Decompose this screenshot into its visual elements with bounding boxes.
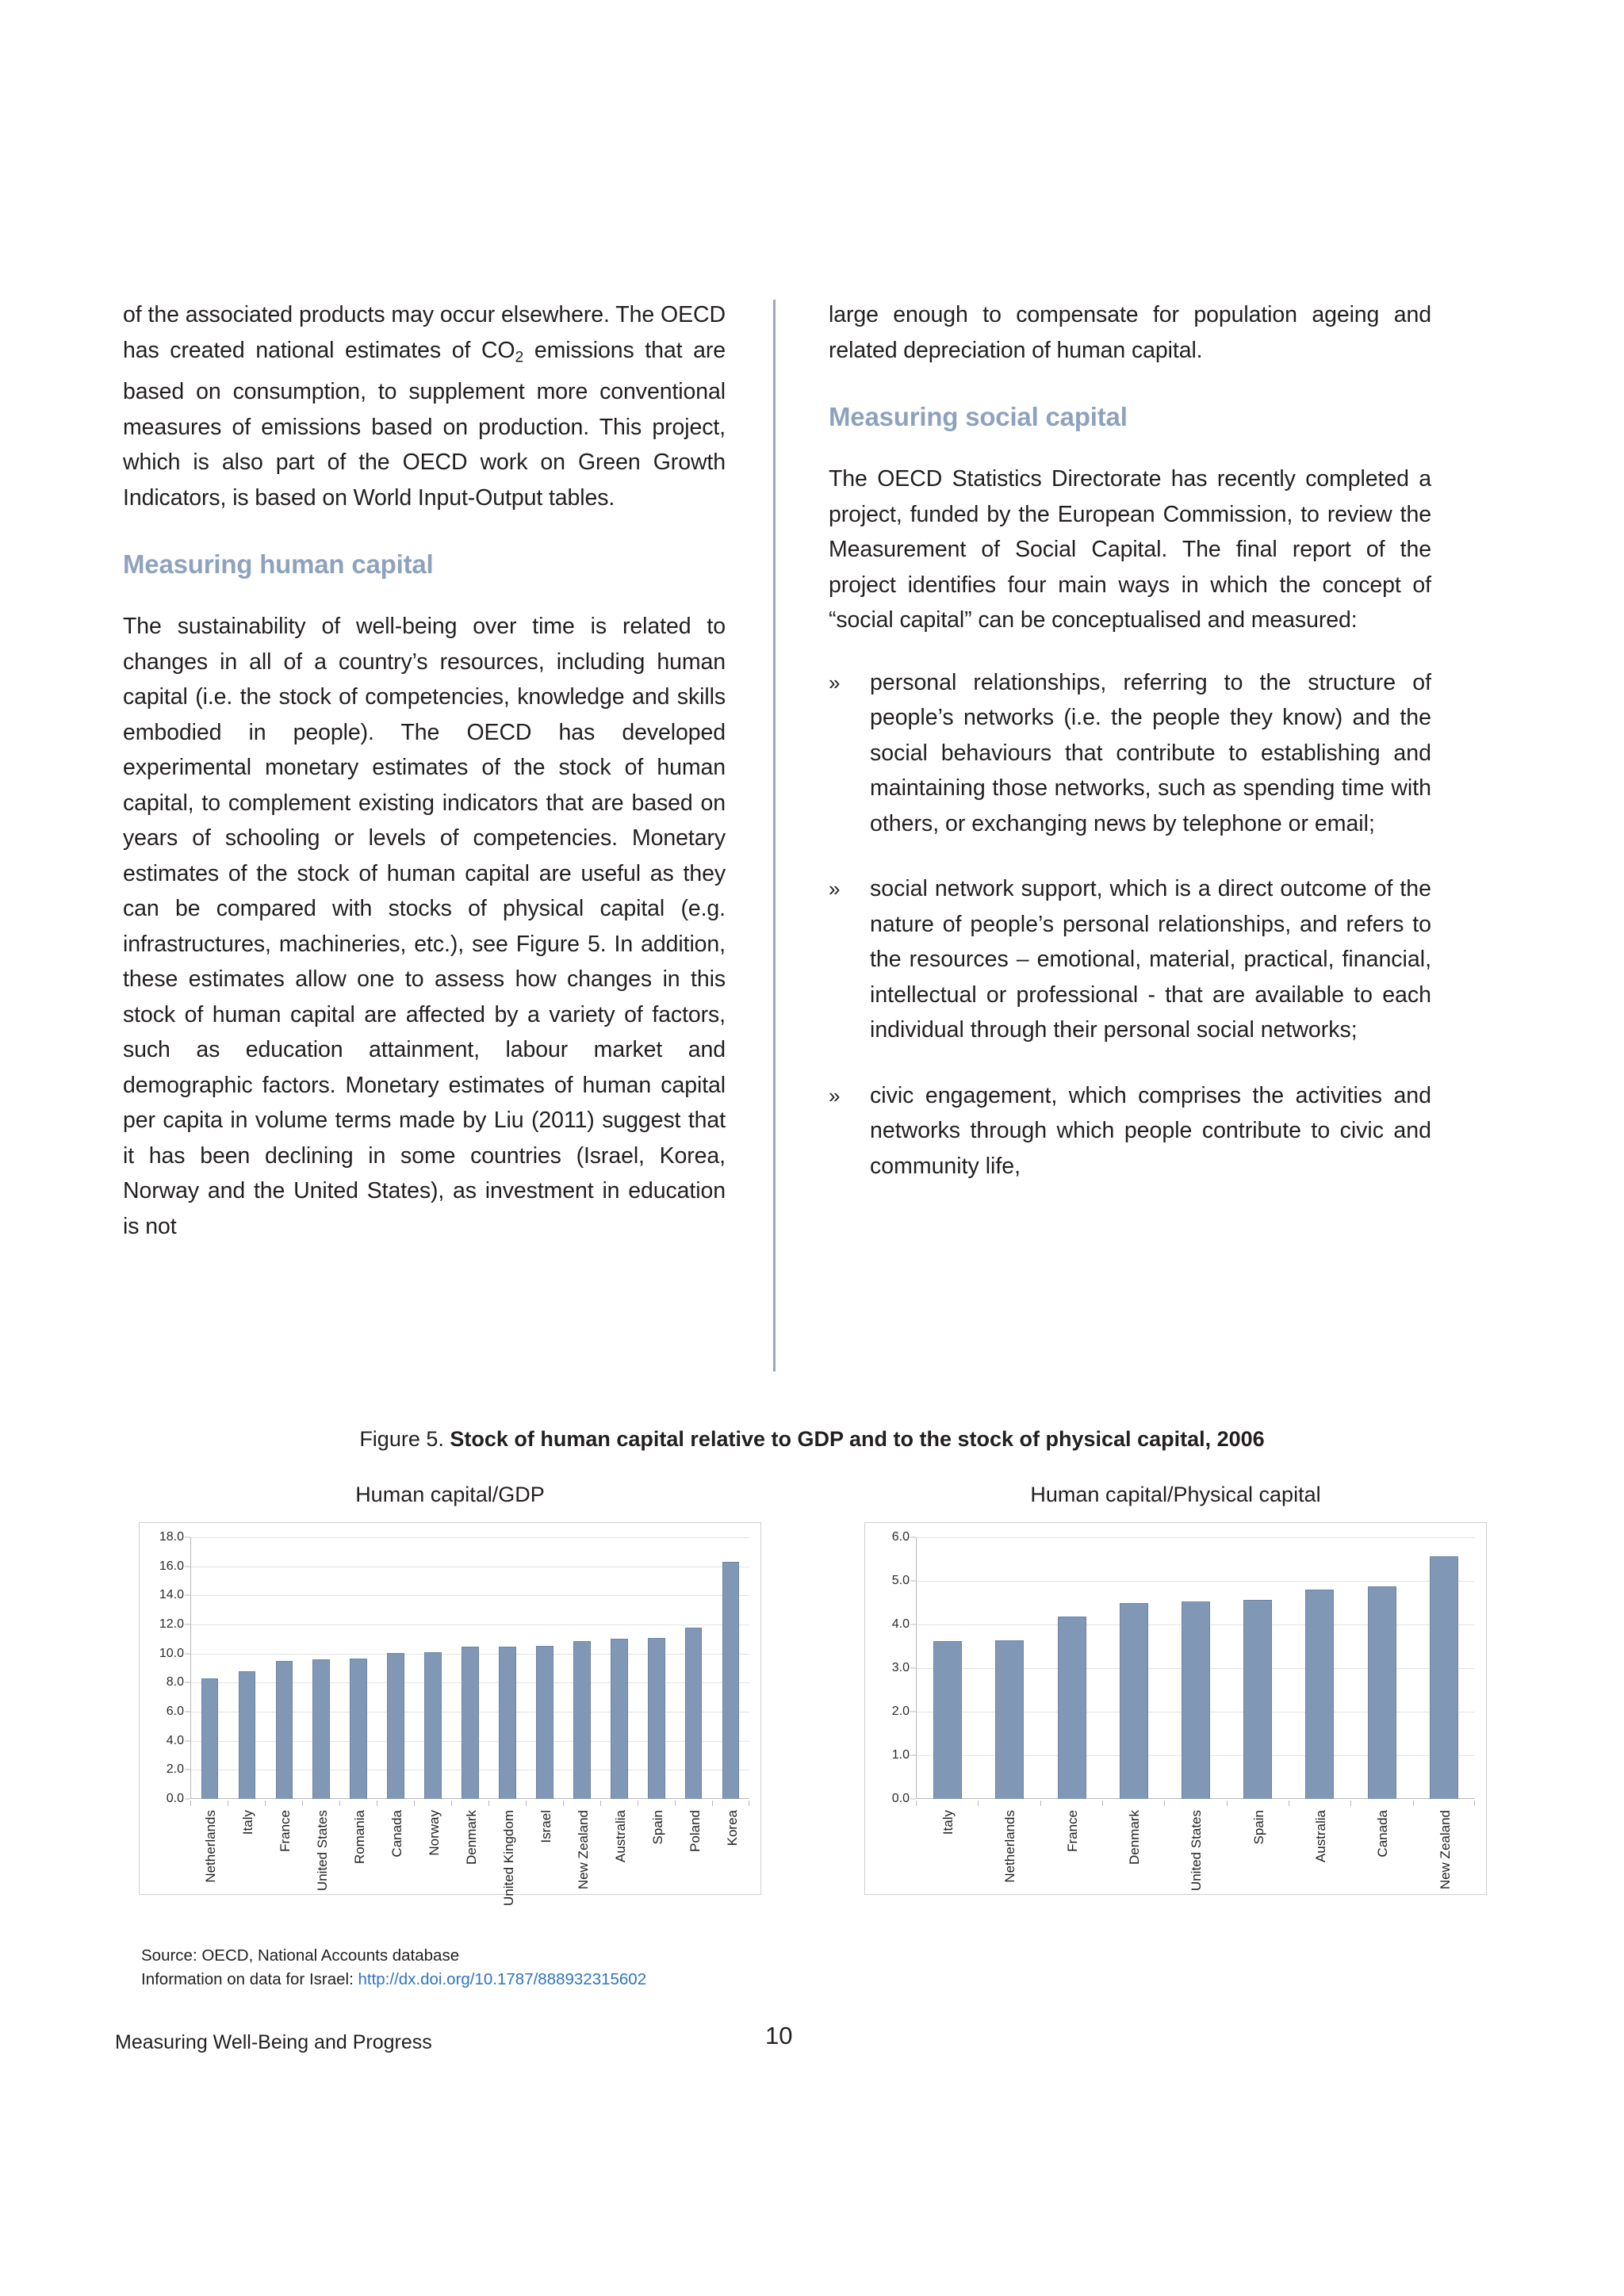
y-axis-tick-mark — [910, 1624, 916, 1625]
plot-area — [190, 1537, 749, 1799]
y-axis-tick-label: 3.0 — [891, 1661, 910, 1674]
y-axis-tick-label: 16.0 — [159, 1559, 184, 1573]
bar-series — [191, 1537, 749, 1799]
bar — [648, 1638, 665, 1799]
bar-slot — [340, 1537, 377, 1799]
bar — [1368, 1586, 1396, 1799]
bar — [1305, 1590, 1334, 1799]
x-label-slot — [190, 1800, 228, 1894]
x-axis-tick-label: Norway — [426, 1810, 442, 1856]
x-axis-tick-label: United States — [1189, 1810, 1205, 1892]
bar-slot — [1103, 1537, 1165, 1799]
y-axis-tick-label: 5.0 — [891, 1574, 910, 1587]
x-label-slot — [1040, 1800, 1102, 1894]
bar — [499, 1647, 516, 1800]
figure-title: Stock of human capital relative to GDP and to the stock of physical capital, 2006 — [450, 1427, 1265, 1451]
x-axis-tick-mark — [1164, 1800, 1165, 1806]
y-axis-tick-label: 4.0 — [891, 1617, 910, 1631]
x-label-slot — [451, 1800, 488, 1894]
bar — [424, 1652, 442, 1799]
x-axis-tick-mark — [1102, 1800, 1103, 1806]
body-columns — [123, 297, 1471, 1244]
x-axis-tick-mark — [712, 1800, 713, 1806]
israel-info-label: Information on data for Israel: — [141, 1970, 358, 1988]
x-axis-tick-mark — [916, 1800, 917, 1806]
x-label-slot — [1289, 1800, 1350, 1894]
bar-slot — [228, 1537, 266, 1799]
x-axis-tick-label: France — [277, 1810, 293, 1852]
bar — [239, 1671, 256, 1799]
bar-slot — [191, 1537, 228, 1799]
bar-slot — [979, 1537, 1040, 1799]
heading-measuring-human-capital: Measuring human capital — [123, 549, 434, 580]
x-label-slot — [265, 1800, 302, 1894]
y-axis-tick-mark — [910, 1668, 916, 1669]
right-column — [829, 297, 1431, 1244]
x-label-slot — [488, 1800, 526, 1906]
y-axis-tick-mark — [910, 1799, 916, 1800]
bar — [312, 1659, 330, 1799]
x-label-slot — [414, 1800, 451, 1894]
x-label-slot — [675, 1800, 712, 1894]
bar-slot — [600, 1537, 638, 1799]
y-axis-tick-label: 14.0 — [159, 1588, 184, 1602]
bar-slot — [266, 1537, 303, 1799]
bullet-marker-icon: » — [829, 1083, 841, 1108]
paragraph-social-capital: The OECD Statistics Directorate has recently completed a project, funded by the European Commission, to review the Measurement of Social Capital. The final report of the project identifies four main ways in which the concept of “social capital” can be conceptualised and measured: — [829, 466, 1431, 633]
chart-frame — [864, 1522, 1487, 1895]
x-axis-tick-mark — [451, 1800, 452, 1806]
x-label-slot — [563, 1800, 600, 1894]
x-axis-tick-label: New Zealand — [1437, 1810, 1453, 1890]
bar — [722, 1562, 740, 1799]
y-axis-tick-label: 1.0 — [891, 1748, 910, 1762]
x-axis-tick-label: Italy — [940, 1810, 956, 1835]
x-label-slot — [978, 1800, 1040, 1894]
footer-document-title: Measuring Well-Being and Progress — [115, 2031, 432, 2053]
x-label-slot — [1413, 1800, 1475, 1894]
x-axis-tick-label: Netherlands — [1002, 1810, 1018, 1883]
bar — [462, 1647, 479, 1799]
x-axis-tick-label: Italy — [239, 1810, 255, 1835]
list-item — [829, 665, 1431, 842]
x-axis-tick-mark — [600, 1800, 601, 1806]
x-axis-tick-label: Poland — [687, 1810, 703, 1852]
bar-slot — [452, 1537, 489, 1799]
y-axis-tick-mark — [185, 1595, 190, 1596]
x-axis-tick-mark — [488, 1800, 489, 1806]
x-axis-tick-mark — [302, 1800, 303, 1806]
bar — [201, 1678, 219, 1799]
chart-human-capital-gdp — [139, 1483, 761, 1906]
x-label-slot — [377, 1800, 414, 1894]
y-axis-tick-label: 0.0 — [891, 1792, 910, 1805]
y-axis-tick-mark — [185, 1682, 190, 1683]
left-column — [123, 297, 726, 1244]
x-axis-tick-mark — [526, 1800, 527, 1806]
bar-slot — [489, 1537, 527, 1799]
x-axis-tick-mark — [265, 1800, 266, 1806]
y-axis-tick-mark — [185, 1653, 190, 1654]
y-axis-tick-label: 0.0 — [166, 1792, 184, 1805]
x-axis-tick-mark — [675, 1800, 676, 1806]
x-label-slot — [600, 1800, 638, 1894]
y-axis-tick-mark — [185, 1799, 190, 1800]
x-axis-tick-label: Spain — [649, 1810, 665, 1845]
y-axis-tick-mark — [910, 1581, 916, 1582]
x-axis-tick-label: Israel — [538, 1810, 553, 1843]
israel-info-line — [141, 1968, 646, 1992]
x-label-slot — [526, 1800, 563, 1894]
bar-slot — [1289, 1537, 1350, 1799]
y-axis-tick-mark — [185, 1537, 190, 1538]
bar — [276, 1661, 293, 1799]
bar-slot — [1040, 1537, 1102, 1799]
bar-slot — [415, 1537, 452, 1799]
co2-subscript: 2 — [515, 347, 524, 365]
x-axis-tick-label: United Kingdom — [500, 1810, 516, 1906]
plot-area — [916, 1537, 1475, 1799]
bar-slot — [712, 1537, 749, 1799]
bar-slot — [563, 1537, 600, 1799]
chart-frame — [139, 1522, 761, 1906]
x-axis-tick-label: Denmark — [1127, 1810, 1143, 1865]
bar-slot — [526, 1537, 563, 1799]
y-axis-tick-label: 2.0 — [891, 1705, 910, 1718]
x-axis-tick-label: United States — [314, 1810, 330, 1892]
x-axis-tick-mark — [1040, 1800, 1041, 1806]
x-label-slot — [339, 1800, 377, 1894]
y-axis-tick-mark — [185, 1740, 190, 1741]
y-axis-tick-mark — [185, 1624, 190, 1625]
bar-slot — [1227, 1537, 1289, 1799]
bullet-text: civic engagement, which comprises the activities and networks through which people contribute to civic and community life, — [870, 1082, 1431, 1179]
x-label-slot — [916, 1800, 978, 1894]
bar-slot — [377, 1537, 415, 1799]
x-axis-tick-mark — [563, 1800, 564, 1806]
y-axis-tick-mark — [185, 1566, 190, 1567]
x-axis-tick-mark — [1474, 1800, 1475, 1806]
bar-slot — [1413, 1537, 1475, 1799]
y-axis-tick-label: 18.0 — [159, 1530, 184, 1544]
bar — [536, 1646, 553, 1799]
x-axis-tick-label: France — [1064, 1810, 1080, 1852]
bar — [573, 1641, 591, 1799]
x-label-slot — [1102, 1800, 1164, 1894]
y-axis — [871, 1530, 916, 1805]
bar — [1243, 1600, 1272, 1799]
bar — [350, 1659, 367, 1799]
bar — [1120, 1603, 1148, 1800]
figure-source-note — [141, 1944, 646, 1992]
doi-link[interactable]: http://dx.doi.org/10.1787/888932315602 — [358, 1970, 647, 1988]
chart-title: Human capital/Physical capital — [1030, 1483, 1321, 1506]
y-axis-tick-label: 8.0 — [166, 1675, 184, 1689]
x-axis-tick-label: Spain — [1251, 1810, 1266, 1845]
x-label-slot — [302, 1800, 339, 1894]
x-axis-labels — [916, 1800, 1475, 1894]
x-axis-tick-label: Korea — [724, 1810, 740, 1846]
y-axis — [146, 1530, 190, 1805]
x-axis-tick-label: Denmark — [463, 1810, 479, 1865]
y-axis-tick-mark — [910, 1537, 916, 1538]
x-axis-tick-mark — [1227, 1800, 1228, 1806]
bar-slot — [1351, 1537, 1413, 1799]
y-axis-tick-label: 6.0 — [166, 1705, 184, 1718]
x-axis-tick-mark — [414, 1800, 415, 1806]
x-label-slot — [638, 1800, 675, 1894]
bar — [611, 1639, 628, 1799]
bar-series — [917, 1537, 1475, 1799]
y-axis-tick-label: 12.0 — [159, 1617, 184, 1631]
bar-slot — [1165, 1537, 1227, 1799]
figure-number: Figure 5. — [359, 1427, 450, 1451]
bullet-marker-icon: » — [829, 877, 841, 901]
bar-slot — [917, 1537, 979, 1799]
bullet-text: social network support, which is a direct outcome of the nature of people’s personal relationships, and refers to the resources – emotional, material, practical, financial, intellectual or professional - that are available to each individual through their personal social networks; — [870, 876, 1431, 1043]
heading-measuring-social-capital: Measuring social capital — [829, 402, 1128, 431]
x-axis-tick-mark — [978, 1800, 979, 1806]
paragraph-text-pre: of the associated products may occur elsewhere. The OECD has created national estimates of CO — [123, 302, 726, 363]
bar — [387, 1653, 404, 1799]
y-axis-tick-label: 6.0 — [891, 1530, 910, 1544]
list-item — [829, 1078, 1431, 1184]
x-axis-tick-label: New Zealand — [575, 1810, 591, 1890]
x-label-slot — [712, 1800, 749, 1894]
paragraph-co2-emissions — [123, 297, 726, 515]
page-number: 10 — [765, 2022, 793, 2049]
x-axis-tick-label: Netherlands — [202, 1810, 218, 1883]
bullet-text: personal relationships, referring to the structure of people’s networks (i.e. the people they know) and the social behaviours that contribute to establishing and maintaining those networks, such as spending time with others, or exchanging news by telephone or email; — [870, 669, 1431, 836]
bullet-marker-icon: » — [829, 670, 841, 695]
chart-human-capital-physical-capital — [864, 1483, 1487, 1895]
x-label-slot — [1164, 1800, 1226, 1894]
x-label-slot — [1350, 1800, 1412, 1894]
x-axis-tick-label: Australia — [1313, 1810, 1329, 1863]
x-axis-tick-mark — [190, 1800, 191, 1806]
paragraph-text-post: emissions that are based on consumption, to supplement more conventional measures of emissions based on production. This project, which is also part of the OECD work on Green Growth Indicators, is based on World Input-Output tables. — [123, 337, 726, 511]
bar — [995, 1640, 1024, 1799]
bar — [1058, 1617, 1086, 1799]
bar — [1182, 1601, 1210, 1799]
bar-slot — [638, 1537, 675, 1799]
y-axis-tick-label: 4.0 — [166, 1733, 184, 1747]
x-axis-tick-mark — [1413, 1800, 1414, 1806]
bar — [685, 1628, 703, 1799]
x-axis-tick-mark — [1350, 1800, 1351, 1806]
paragraph-human-capital: The sustainability of well-being over time is related to changes in all of a country’s resources, including human capital (i.e. the stock of competencies, knowledge and skills embodied in people). The OECD has developed experimental monetary estimates of the stock of human capital, to complement existing indicators that are based on years of schooling or levels of competencies. Monetary estimates of the stock of human capital are useful as they can be compared with stocks of physical capital (e.g. infrastructures, machineries, etc.), see Figure 5. In addition, these estimates allow one to assess how changes in this stock of human capital are affected by a variety of factors, such as education attainment, labour market and demographic factors. Monetary estimates of human capital per capita in volume terms made by Liu (2011) suggest that it has been declining in some countries (Israel, Korea, Norway and the United States), as investment in education is not — [123, 614, 726, 1239]
y-axis-tick-label: 10.0 — [159, 1646, 184, 1660]
figure-charts — [139, 1483, 1487, 1906]
figure-caption — [0, 1427, 1624, 1452]
x-axis-tick-mark — [339, 1800, 340, 1806]
x-label-slot — [1227, 1800, 1289, 1894]
bar-slot — [303, 1537, 340, 1799]
bar — [933, 1641, 962, 1799]
x-axis-tick-label: Canada — [389, 1810, 404, 1858]
bar — [1430, 1556, 1458, 1799]
social-capital-bullet-list — [829, 665, 1431, 1184]
paragraph-population-ageing: large enough to compensate for population ageing and related depreciation of human capital. — [829, 302, 1431, 363]
x-axis-tick-label: Romania — [351, 1810, 367, 1865]
y-axis-tick-label: 2.0 — [166, 1762, 184, 1777]
y-axis-tick-mark — [910, 1755, 916, 1756]
list-item — [829, 871, 1431, 1048]
chart-title: Human capital/GDP — [355, 1483, 545, 1506]
x-axis-tick-label: Canada — [1375, 1810, 1391, 1858]
x-axis-tick-label: Australia — [612, 1810, 628, 1863]
x-axis-labels — [190, 1800, 749, 1906]
source-line: Source: OECD, National Accounts database — [141, 1946, 460, 1965]
bar-slot — [675, 1537, 712, 1799]
x-label-slot — [228, 1800, 265, 1894]
